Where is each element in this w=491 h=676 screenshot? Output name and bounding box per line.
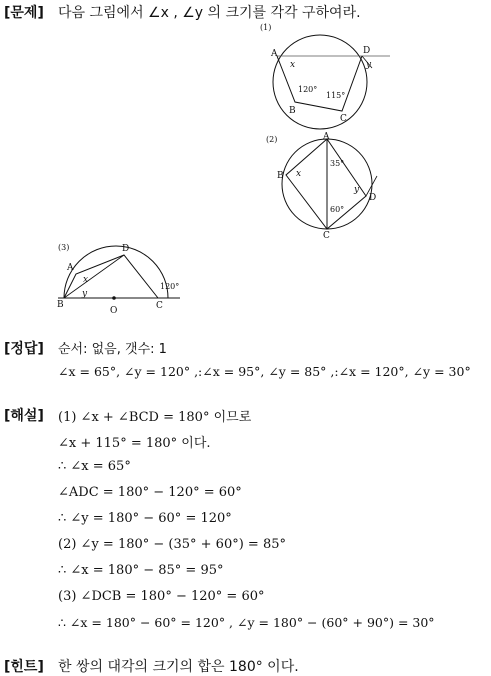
svg-text:D: D — [363, 46, 371, 56]
answer-tag: [정답] — [4, 341, 44, 357]
svg-text:D: D — [122, 244, 130, 254]
solution-line: (2) ∠y = 180° − (35° + 60°) = 85° — [58, 537, 286, 552]
solution-line: ∴ ∠y = 180° − 60° = 120° — [58, 511, 232, 526]
fig2-number: (2) — [266, 135, 278, 144]
solution-line: ∴ ∠x = 180° − 85° = 95° — [58, 563, 224, 578]
problem-tag: [문제] — [4, 5, 44, 21]
solution-line: (1) ∠x + ∠BCD = 180° 이므로 — [58, 410, 252, 425]
solution-line: ∠x + 115° = 180° 이다. — [58, 436, 211, 451]
fig3-number: (3) — [58, 243, 70, 252]
svg-text:120°: 120° — [298, 85, 318, 94]
solution-line: ∴ ∠x = 65° — [58, 459, 131, 474]
answer-line: ∠x = 65°, ∠y = 120° ,:∠x = 95°, ∠y = 85° ,:∠x = 120°, ∠y = 30° — [58, 364, 471, 379]
svg-text:y: y — [366, 60, 372, 70]
svg-text:35°: 35° — [330, 159, 345, 168]
answer-meta: 순서: 없음, 갯수: 1 — [58, 342, 167, 357]
svg-text:y: y — [354, 185, 360, 195]
svg-text:C: C — [156, 301, 163, 311]
solution-tag: [해설] — [4, 408, 44, 424]
svg-text:x: x — [296, 169, 302, 179]
svg-text:y: y — [82, 289, 88, 299]
svg-text:x: x — [83, 275, 89, 285]
svg-text:A: A — [323, 132, 330, 142]
svg-text:B: B — [277, 171, 284, 181]
solution-line: ∠ADC = 180° − 120° = 60° — [58, 485, 242, 500]
hint-tag: [힌트] — [4, 659, 44, 675]
svg-text:C: C — [340, 114, 347, 124]
figure-1 — [250, 18, 410, 128]
svg-text:115°: 115° — [326, 91, 346, 100]
svg-text:120°: 120° — [160, 282, 180, 291]
svg-text:A: A — [271, 49, 278, 59]
fig1-number: (1) — [260, 23, 272, 32]
svg-text:60°: 60° — [330, 205, 345, 214]
svg-text:O: O — [110, 306, 118, 316]
svg-text:x: x — [290, 60, 296, 70]
svg-text:B: B — [289, 106, 296, 116]
figure-2 — [262, 130, 392, 240]
svg-text:B: B — [57, 300, 64, 310]
problem-text: 다음 그림에서 ∠x , ∠y 의 크기를 각각 구하여라. — [58, 5, 361, 21]
hint-text: 한 쌍의 대각의 크기의 합은 180° 이다. — [58, 659, 299, 675]
solution-line: ∴ ∠x = 180° − 60° = 120° , ∠y = 180° − (60° + 90°) = 30° — [58, 615, 435, 630]
svg-text:D: D — [369, 193, 377, 203]
svg-text:A: A — [67, 263, 74, 273]
svg-text:C: C — [323, 231, 330, 241]
figure-3 — [52, 240, 192, 320]
solution-line: (3) ∠DCB = 180° − 120° = 60° — [58, 589, 265, 604]
